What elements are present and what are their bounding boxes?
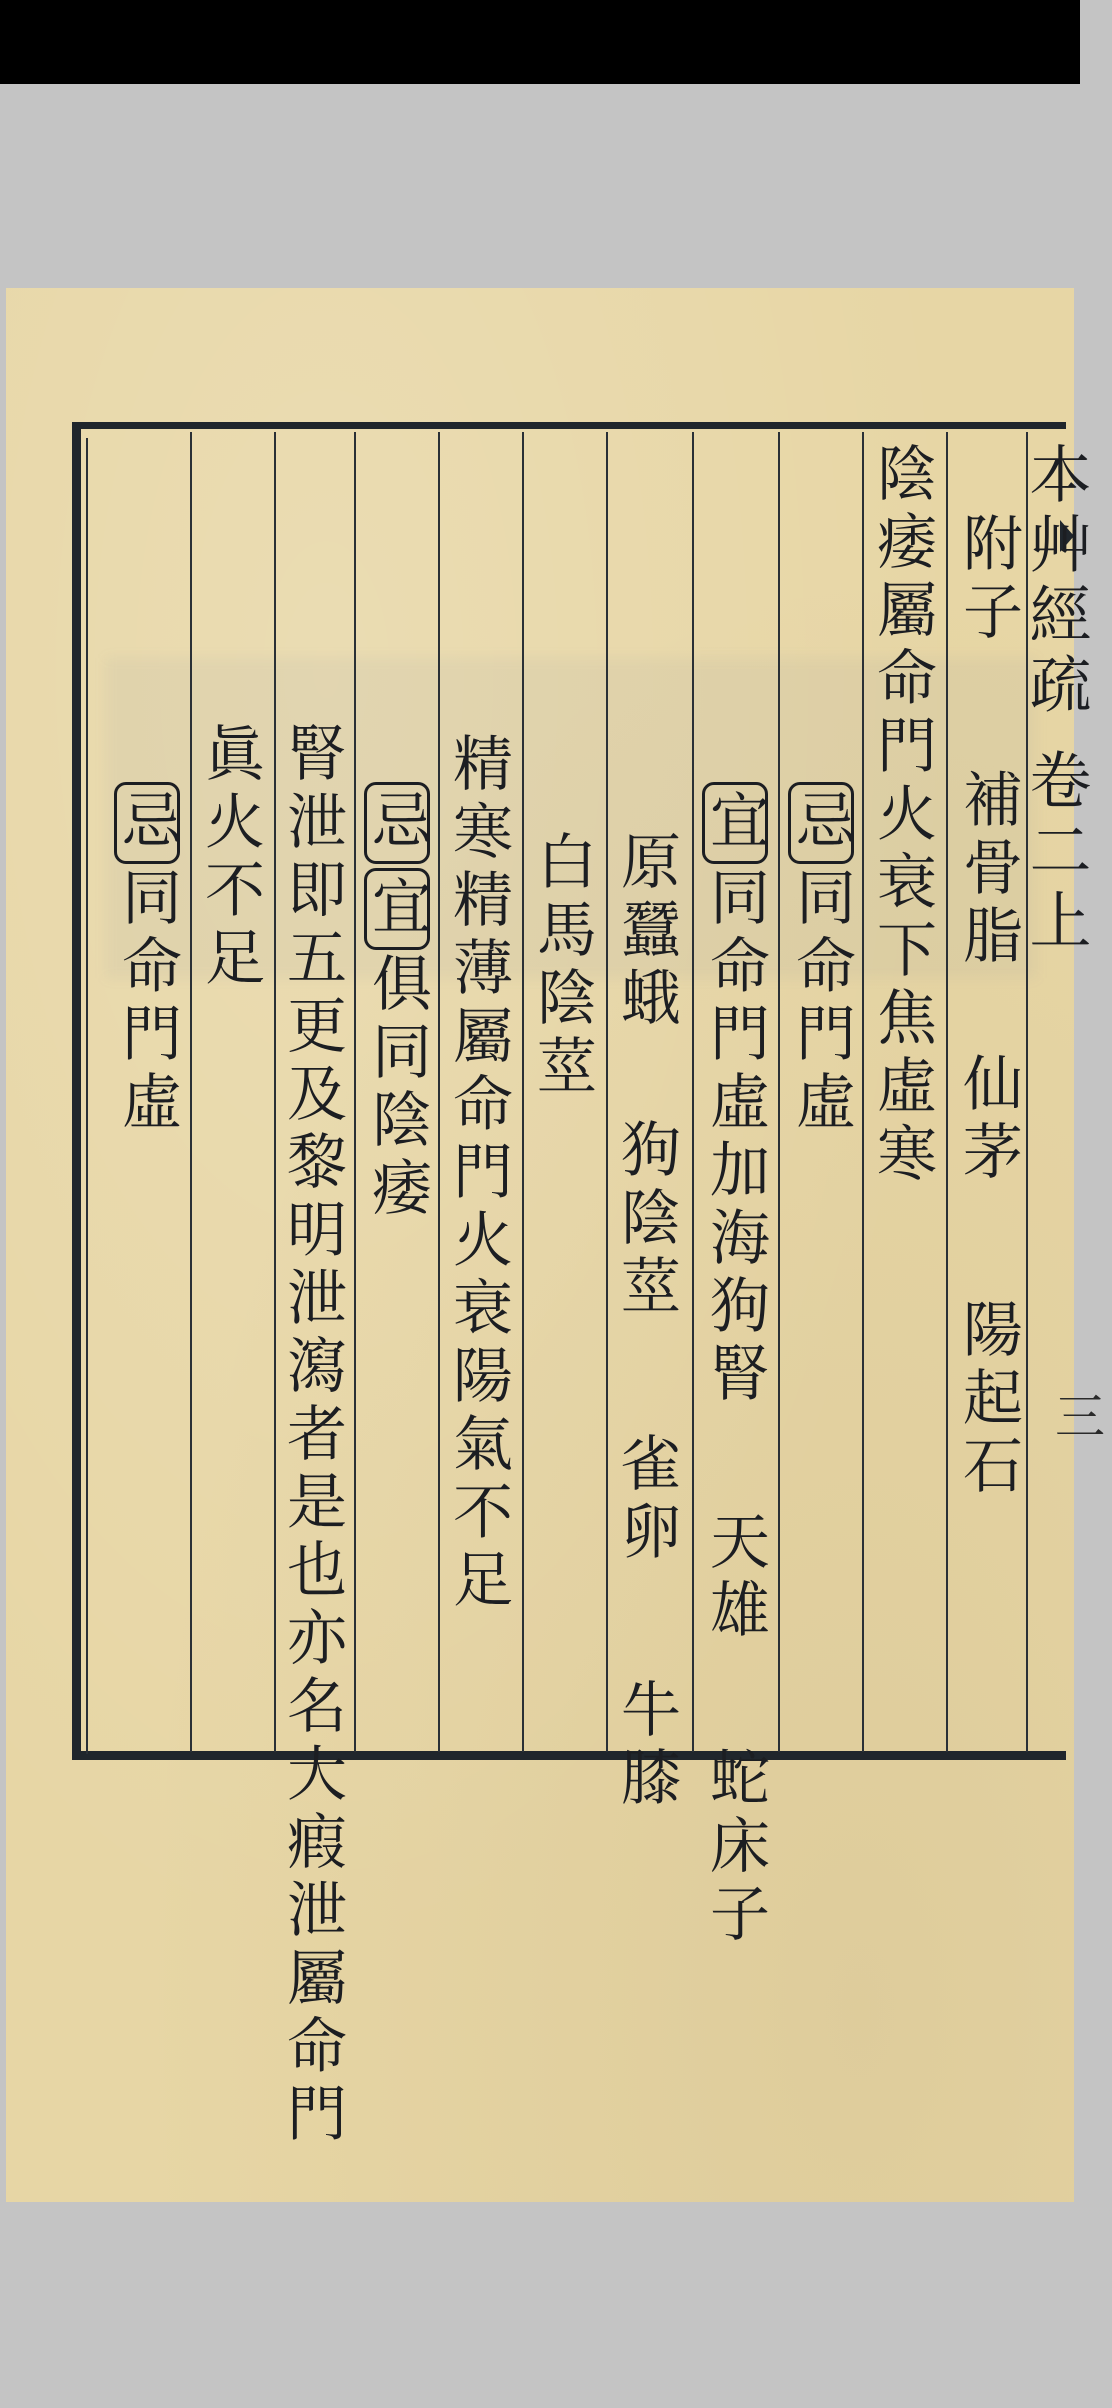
- text-column-11: 忌同命門虛: [114, 780, 180, 1138]
- text-column-6: 白馬陰莖: [527, 830, 597, 1102]
- text-column-10: 眞火不足: [195, 722, 265, 994]
- status-bar: [0, 0, 1080, 84]
- text-column-9: 腎泄即五更及黎明泄瀉者是也亦名大瘕泄屬命門: [277, 722, 347, 2150]
- text-column-2: 陰痿屬命門火衰下焦虛寒: [867, 442, 937, 1190]
- column-rule: [692, 432, 694, 1752]
- column-rule: [778, 432, 780, 1752]
- text-column-7: 精寒精薄屬命門火衰陽氣不足: [443, 732, 513, 1616]
- running-title: 本艸經疏卷二上: [1019, 442, 1092, 958]
- column-rule: [862, 432, 864, 1752]
- column-rule: [438, 432, 440, 1752]
- column-rule: [190, 432, 192, 1752]
- column-rule: [274, 432, 276, 1752]
- column-rule: [946, 432, 948, 1752]
- text-column-8: 忌宜俱同陰痿: [364, 780, 430, 1224]
- text-column-3: 忌同命門虛: [788, 780, 854, 1138]
- column-rule: [606, 432, 608, 1752]
- tag-ji: 忌: [788, 782, 854, 864]
- text-column-5: 原蠶蛾狗陰莖雀卵牛膝: [611, 830, 681, 1814]
- text-column-1: 附子補骨脂仙茅陽起石: [953, 512, 1023, 1502]
- tag-ji: 忌: [364, 782, 430, 864]
- column-rule: [354, 432, 356, 1752]
- inner-border-rule: [86, 438, 88, 1754]
- text-column-4: 宜同命門虛加海狗腎天雄蛇床子: [702, 780, 768, 1950]
- tag-ji: 忌: [114, 782, 180, 864]
- tag-yi: 宜: [364, 868, 430, 950]
- tag-yi: 宜: [702, 782, 768, 864]
- folio-number: 三: [1047, 1390, 1105, 1440]
- column-rule: [522, 432, 524, 1752]
